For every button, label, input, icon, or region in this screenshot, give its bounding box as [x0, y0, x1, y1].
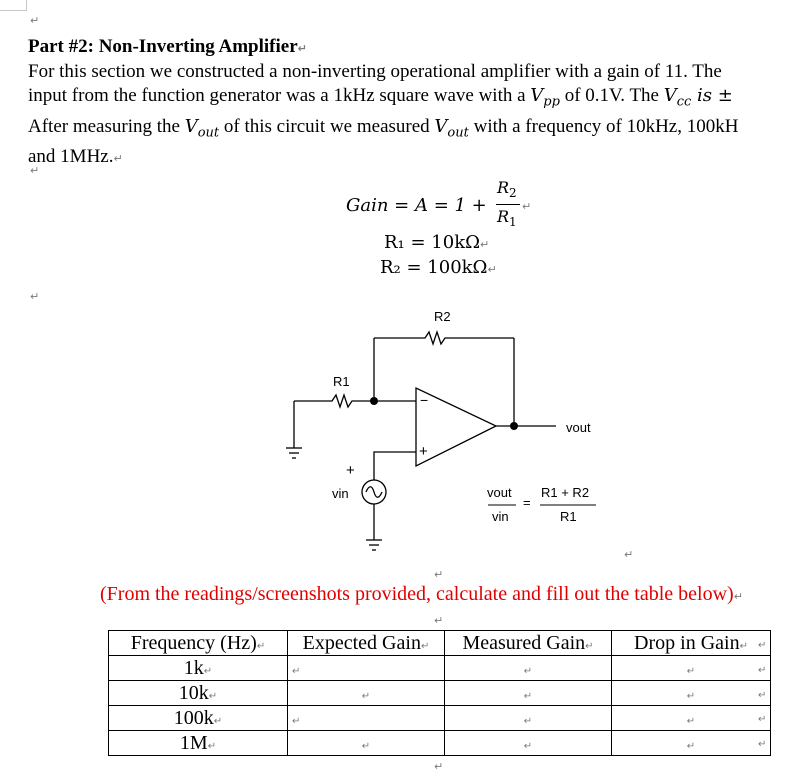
expected-gain-cell[interactable] [288, 731, 445, 756]
paragraph-mark: ↵ [213, 715, 223, 727]
vout-subscript: out [197, 125, 220, 141]
row-end-mark: ↵ [758, 640, 767, 651]
paragraph-mark: ↵ [256, 640, 266, 652]
header-frequency [109, 631, 288, 656]
paragraph-mark: ↵ [686, 740, 696, 752]
row-end-mark: ↵ [758, 739, 767, 750]
para-line-1: For this section we constructed a non-inverting operational amplifier with a gain of 11. The [28, 61, 722, 82]
para-text: with a frequency of 10kHz, 100kH [468, 115, 739, 137]
paragraph-mark: ↵ [434, 614, 444, 627]
r2-resistor [374, 332, 514, 344]
para-text: and 1MHz. [28, 146, 114, 168]
gain-den-letter: R [497, 207, 510, 226]
paragraph-mark: ↵ [487, 263, 497, 276]
frequency-cell [109, 681, 288, 706]
para-text: of 0.1V. The [559, 85, 664, 106]
noninverting-input-sign: + [419, 443, 428, 460]
vcc-letter: V [663, 85, 677, 106]
formula-vin: vin [492, 509, 509, 524]
r2-value: R₂ = 100kΩ [380, 257, 488, 278]
paragraph-mark: ↵ [30, 14, 40, 27]
ground-icon [366, 540, 382, 550]
expected-gain-cell[interactable] [288, 656, 445, 681]
header-text: Expected Gain [302, 631, 421, 654]
paragraph-mark: ↵ [686, 715, 696, 727]
paragraph-mark: ↵ [361, 740, 371, 752]
paragraph-mark: ↵ [113, 152, 123, 166]
formula-equals: = [523, 495, 531, 510]
gain-equation-lhs: Gain = A = 1 + [346, 195, 487, 216]
paragraph-mark: ↵ [420, 640, 430, 652]
paragraph-mark: ↵ [523, 715, 533, 727]
expected-gain-cell[interactable] [288, 681, 445, 706]
gain-num-sub: 2 [509, 186, 517, 201]
paragraph-mark: ↵ [733, 590, 743, 603]
measured-gain-cell[interactable] [445, 706, 612, 731]
formula-vout: vout [487, 485, 512, 500]
paragraph-mark: ↵ [523, 690, 533, 702]
header-text: Frequency (Hz) [130, 631, 257, 654]
header-text: Measured Gain [462, 631, 586, 654]
r1-label: R1 [333, 374, 350, 389]
frequency-cell [109, 656, 288, 681]
vout-subscript: out [447, 125, 469, 141]
heading-text: Part #2: Non-Inverting Amplifier [28, 36, 298, 57]
paragraph-mark: ↵ [208, 690, 218, 702]
r1-value: R₁ = 10kΩ [384, 232, 481, 253]
paragraph-mark: ↵ [522, 200, 532, 213]
measured-gain-cell[interactable] [445, 681, 612, 706]
paragraph-mark: ↵ [523, 740, 533, 752]
r2-label: R2 [434, 309, 451, 324]
row-end-mark: ↵ [758, 714, 767, 725]
paragraph-mark: ↵ [207, 740, 217, 752]
frequency-value: 10k [178, 681, 209, 704]
paragraph-mark: ↵ [361, 690, 371, 702]
paragraph-mark: ↵ [686, 690, 696, 702]
paragraph-mark: ↵ [686, 665, 696, 677]
paragraph-mark: ↵ [624, 548, 634, 561]
header-expected-gain [288, 631, 445, 656]
table-row [109, 656, 771, 681]
table-row [109, 681, 771, 706]
vout-label: vout [566, 420, 591, 435]
paragraph-mark: ↵ [30, 290, 40, 303]
frequency-cell [109, 706, 288, 731]
paragraph-mark: ↵ [203, 665, 213, 677]
inverting-input-sign: − [420, 392, 429, 408]
instruction-text: (From the readings/screenshots provided, calculate and fill out the table below) [100, 583, 734, 605]
header-measured-gain [445, 631, 612, 656]
junction-dot [370, 397, 378, 405]
formula-r1-plus-r2: R1 + R2 [541, 485, 590, 500]
para-text: is ± [691, 85, 733, 106]
vout-letter: V [184, 115, 198, 137]
measured-gain-cell[interactable] [445, 656, 612, 681]
vpp-letter: V [530, 85, 544, 106]
ground-icon [286, 448, 302, 458]
para-text: of this circuit we measured [219, 115, 435, 137]
gain-num-letter: R [497, 178, 510, 197]
expected-gain-cell[interactable] [288, 706, 445, 731]
para-text: After measuring the [28, 115, 185, 137]
para-text: input from the function generator was a 1kHz square wave with a [28, 85, 531, 106]
gain-table [108, 630, 771, 756]
paragraph-mark: ↵ [30, 164, 40, 177]
frequency-value: 1k [183, 656, 204, 679]
paragraph-mark: ↵ [292, 665, 301, 677]
vout-letter: V [434, 115, 448, 137]
paragraph-mark: ↵ [292, 715, 301, 727]
paragraph-mark: ↵ [480, 238, 490, 251]
drop-in-gain-cell[interactable] [612, 706, 771, 731]
paragraph-mark: ↵ [297, 42, 307, 55]
input-wire [374, 452, 416, 480]
frequency-value: 100k [173, 706, 214, 729]
source-plus-sign: + [346, 462, 355, 479]
row-end-mark: ↵ [758, 665, 767, 676]
drop-in-gain-cell[interactable] [612, 731, 771, 756]
r1-resistor [294, 395, 416, 407]
paragraph-mark: ↵ [434, 760, 444, 773]
vcc-subscript: cc [676, 94, 692, 110]
vpp-subscript: pp [543, 94, 560, 110]
frequency-cell [109, 731, 288, 756]
drop-in-gain-cell[interactable] [612, 656, 771, 681]
frequency-value: 1M [179, 731, 208, 754]
measured-gain-cell[interactable] [445, 731, 612, 756]
paragraph-mark: ↵ [523, 665, 533, 677]
formula-r1: R1 [560, 509, 577, 524]
header-drop-in-gain [612, 631, 771, 656]
paragraph-mark: ↵ [434, 568, 444, 581]
drop-in-gain-cell[interactable] [612, 681, 771, 706]
header-text: Drop in Gain [634, 631, 740, 654]
table-row [109, 731, 771, 756]
table-header-row [109, 631, 771, 656]
table-row [109, 706, 771, 731]
gain-den-sub: 1 [509, 215, 517, 230]
row-end-mark: ↵ [758, 690, 767, 701]
paragraph-mark: ↵ [585, 640, 594, 652]
junction-dot [510, 422, 518, 430]
paragraph-mark: ↵ [739, 640, 748, 652]
table-instruction [100, 583, 743, 606]
vin-label: vin [332, 486, 349, 501]
